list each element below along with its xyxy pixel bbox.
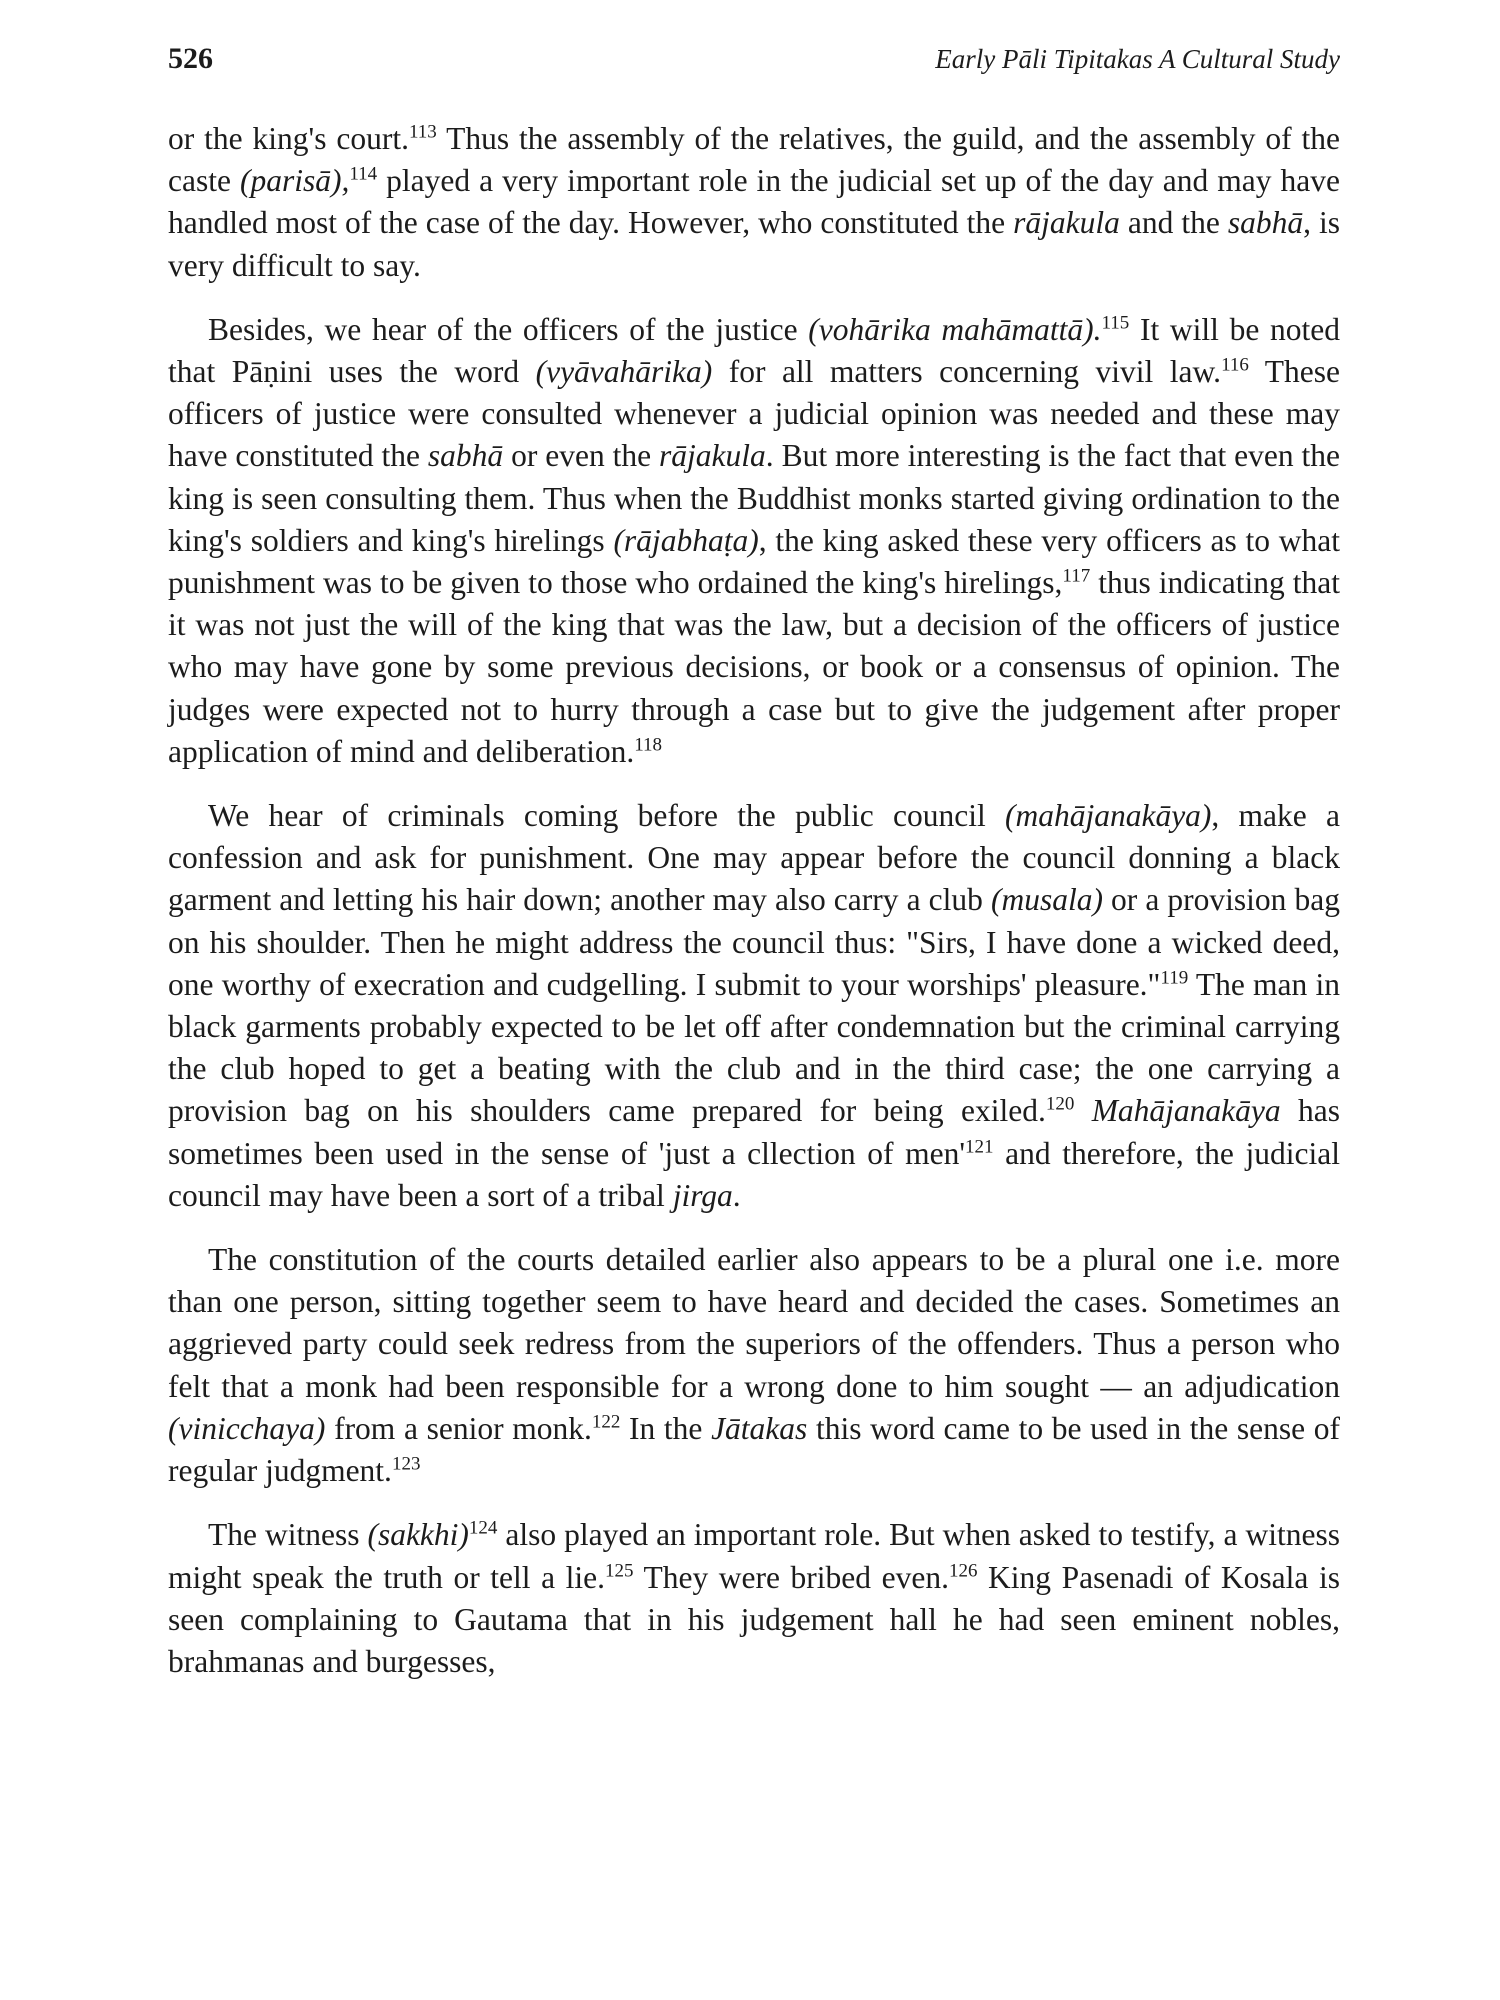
italic-term: (vyāvahārika)	[535, 354, 713, 390]
text-run: and the	[1119, 205, 1228, 241]
text-run: and therefore, the judicial council may have been a sort of a tribal	[168, 1135, 1340, 1213]
italic-term: (parisā),	[239, 163, 350, 199]
text-run: King Pasenadi of Kosala is seen complaining to Gautama that in his judgement hall he had seen eminent nobles, brahmanas and burgesses,	[168, 1559, 1340, 1679]
text-run: Besides, we hear of the officers of the justice	[208, 311, 809, 347]
text-run: They were bribed even.	[633, 1559, 949, 1595]
text-run: , the king asked these very officers as to what punishment was to be given to those who ordained the king's hirelings,	[168, 522, 1340, 601]
italic-term: sabhā	[1227, 205, 1304, 241]
text-run: or even the	[503, 438, 660, 474]
paragraph	[168, 795, 1340, 1217]
footnote-ref: 120	[1045, 1093, 1075, 1115]
text-run: , make a confession and ask for punishment. One may appear before the council donning a black garment and letting his hair down; another may also carry a club	[168, 798, 1340, 918]
italic-term: (mahājanakāya)	[1004, 798, 1212, 834]
italic-term: (musala)	[990, 882, 1103, 918]
text-run: . But more interesting is the fact that even the king is seen consulting them. Thus when the Buddhist monks started giving ordination to the king's soldiers and king's hirelings	[168, 438, 1340, 558]
text-run: The witness	[208, 1517, 368, 1553]
footnote-ref: 126	[948, 1560, 978, 1581]
text-run	[1074, 1093, 1091, 1128]
italic-term: rājakula	[659, 438, 766, 474]
paragraph	[168, 1239, 1340, 1492]
italic-term: (sakkhi)	[367, 1517, 469, 1553]
italic-term: (vinicchaya)	[168, 1410, 326, 1446]
footnote-ref: 115	[1101, 312, 1130, 334]
running-title: Early Pāli Tipitakas A Cultural Study	[935, 44, 1340, 74]
italic-term: (vohārika mahāmattā).	[808, 311, 1102, 347]
footnote-ref: 124	[468, 1517, 498, 1539]
text-run: thus indicating that it was not just the will of the king that was the law, but a decision of the officers of justice who may have gone by some previous decisions, or book or a consensus of opinion. The judges were expected not to hurry through a case but to give the judgement after proper application of mind and deliberation.	[168, 565, 1340, 769]
italic-term: Jātakas	[711, 1410, 808, 1446]
text-run: this word came to be used in the sense of regular judgment.	[168, 1410, 1340, 1489]
text-run: The man in black garments probably expected to be let off after condemnation but the criminal carrying the club hoped to get a beating with the club and in the third case; the one carrying a provision bag on his shoulders came prepared for being exiled.	[168, 966, 1340, 1129]
footnote-ref: 116	[1221, 354, 1249, 376]
text-run: In the	[620, 1410, 712, 1446]
text-run: also played an important role. But when asked to testify, a witness might speak the truth or tell a lie.	[168, 1517, 1340, 1595]
text-run: It will be noted that Pāṇini uses the word	[168, 311, 1341, 390]
footnote-ref: 122	[591, 1411, 621, 1433]
footnote-ref: 114	[349, 163, 378, 185]
text-run: from a senior monk.	[325, 1410, 592, 1446]
text-run: .	[732, 1177, 741, 1213]
footnote-ref: 121	[965, 1136, 994, 1158]
footnote-ref: 118	[634, 734, 663, 756]
italic-term: Mahājanakāya	[1091, 1093, 1281, 1129]
footnote-ref: 117	[1062, 565, 1091, 587]
text-run: played a very important role in the judicial set up of the day and may have handled most of the case of the day. However, who constituted the	[168, 163, 1340, 241]
paragraph	[168, 118, 1340, 287]
footnote-ref: 123	[391, 1453, 421, 1475]
italic-term: sabhā	[427, 438, 504, 474]
footnote-ref: 113	[408, 121, 437, 143]
text-run: for all matters concerning vivil law.	[712, 354, 1222, 390]
body-text	[168, 118, 1340, 1705]
text-run: has sometimes been used in the sense of 'just a cllection of men'	[168, 1093, 1340, 1171]
text-run: The constitution of the courts detailed earlier also appears to be a plural one i.e. more than one person, sitting together seem to have heard and decided the cases. Sometimes an aggrieved party could seek redress from the superiors of the offenders. Thus a person who felt that a monk had been responsible for a wrong done to him sought — an adjudication	[168, 1242, 1340, 1404]
footnote-ref: 119	[1160, 967, 1189, 989]
page-header	[168, 42, 1340, 76]
text-run: or the king's court.	[168, 121, 409, 156]
footnote-ref: 125	[605, 1560, 634, 1581]
italic-term: (rājabhaṭa)	[613, 522, 759, 558]
text-run: We hear of criminals coming before the public council	[208, 798, 1005, 834]
text-run: Thus the assembly of the relatives, the guild, and the assembly of the caste	[168, 121, 1340, 199]
text-run: , is very difficult to say.	[168, 205, 1340, 283]
italic-term: jirga	[672, 1177, 733, 1213]
text-run: These officers of justice were consulted whenever a judicial opinion was needed and these may have constituted the	[168, 354, 1340, 474]
paragraph	[168, 309, 1340, 773]
text-run: or a provision bag on his shoulder. Then he might address the council thus: "Sirs, I have done a wicked deed, one worthy of execration and cudgelling. I submit to your worships' pleasure."	[168, 882, 1340, 1002]
page-number: 526	[168, 42, 213, 75]
italic-term: rājakula	[1013, 205, 1120, 241]
paragraph	[168, 1514, 1340, 1683]
